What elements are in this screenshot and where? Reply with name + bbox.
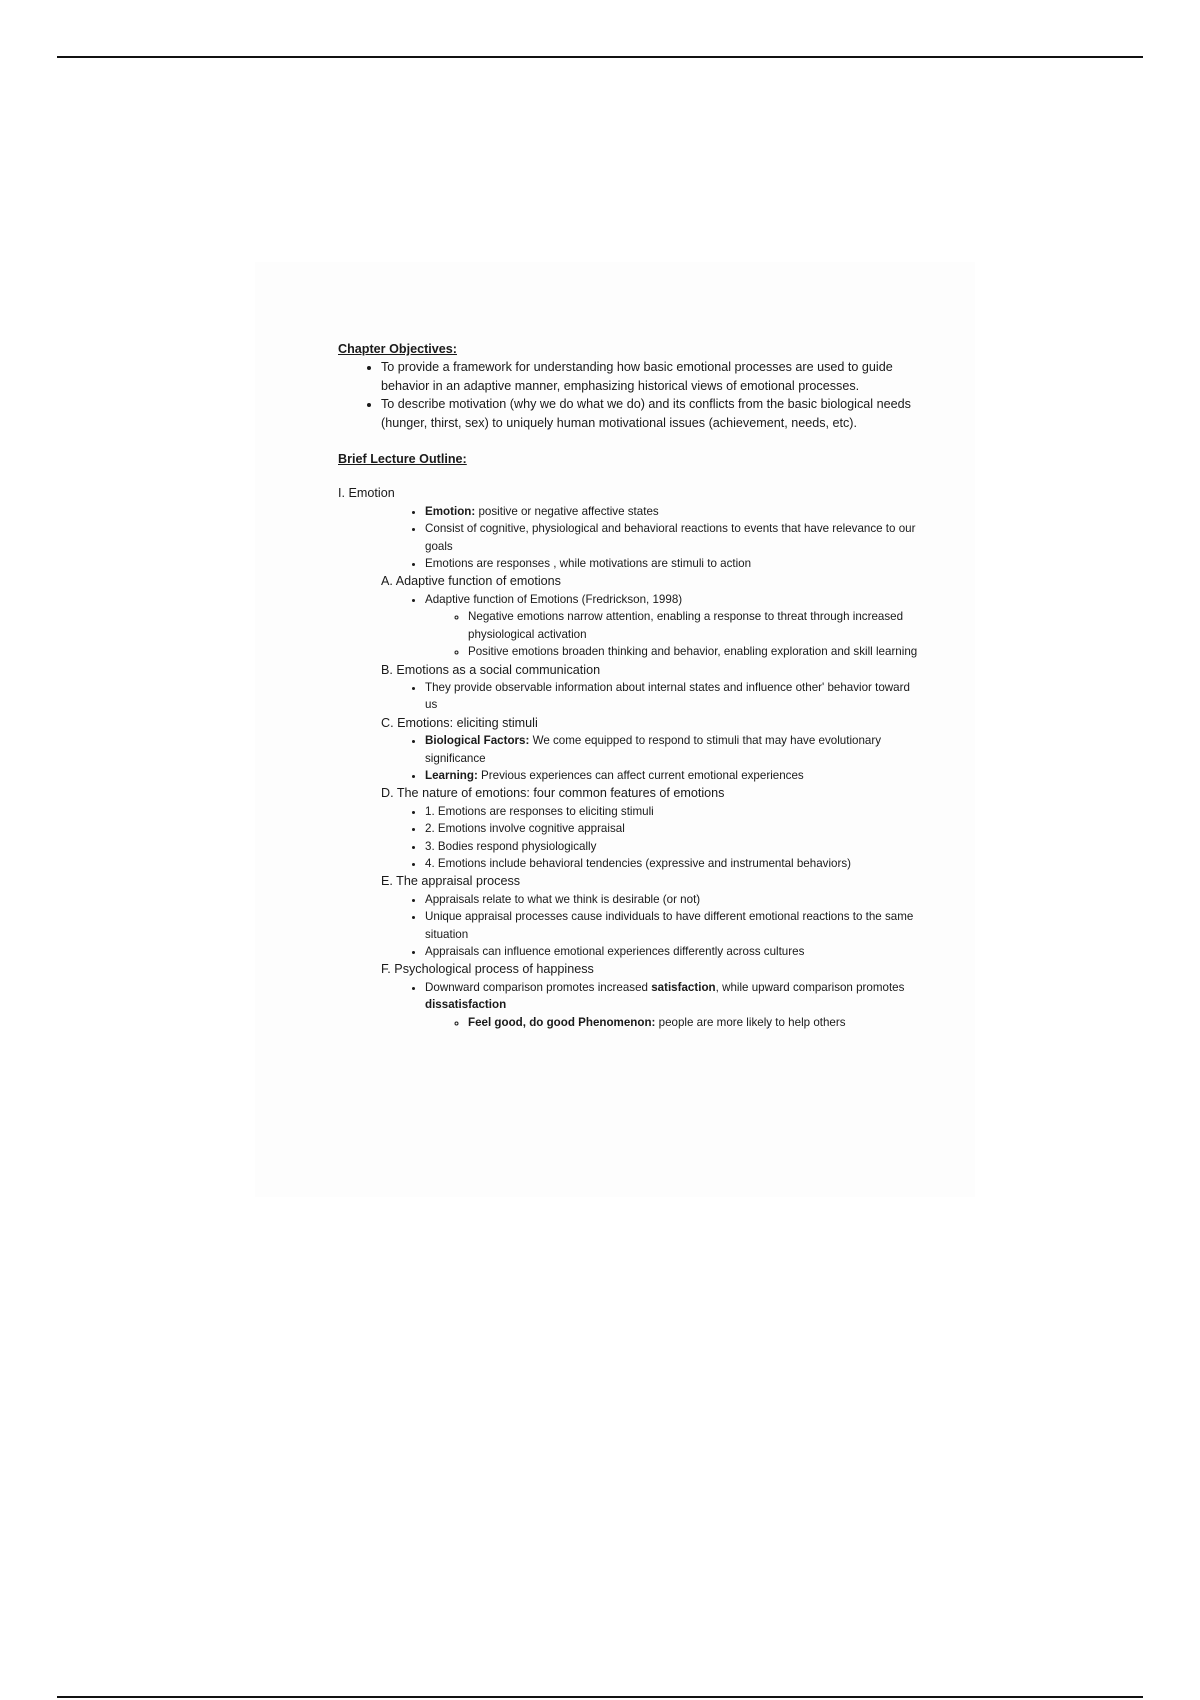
objective-item: • To provide a framework for understanding how basic emotional processes are used to guide behavior in an adaptive manner, emphasizing historical views of emotional processes. <box>381 358 918 395</box>
subsection-title: D. The nature of emotions: four common features of emotions <box>381 786 725 801</box>
subsection-title: A. Adaptive function of emotions <box>381 574 561 589</box>
document-body <box>338 340 918 1031</box>
nested-item: ◦ Negative emotions narrow attention, enabling a response to threat through increased physiological activation <box>468 608 918 643</box>
subsection-c-list <box>338 732 918 784</box>
list-item: • Unique appraisal processes cause individuals to have different emotional reactions to the same situation <box>425 908 918 943</box>
subsection-f-list <box>338 979 918 1031</box>
section-title: I. Emotion <box>338 486 395 501</box>
list-item: • Downward comparison promotes increased satisfaction, while upward comparison promotes dissatisfaction ◦ Feel good, do good Phenomenon: people are more likely to help others <box>425 979 918 1031</box>
bottom-rule <box>57 1696 1143 1698</box>
top-rule <box>57 56 1143 58</box>
list-item: • Appraisals can influence emotional experiences differently across cultures <box>425 943 918 960</box>
nested-item: ◦ Positive emotions broaden thinking and behavior, enabling exploration and skill learning <box>468 643 918 660</box>
list-item: • 1. Emotions are responses to eliciting stimuli <box>425 803 918 820</box>
subsection-a-list <box>338 591 918 661</box>
list-item: • 2. Emotions involve cognitive appraisal <box>425 820 918 837</box>
list-item: • Emotions are responses , while motivations are stimuli to action <box>425 555 918 572</box>
nested-item: ◦ Feel good, do good Phenomenon: people are more likely to help others <box>468 1014 918 1031</box>
subsection-title: C. Emotions: eliciting stimuli <box>381 715 538 730</box>
objectives-list <box>338 358 918 432</box>
outline-heading: Brief Lecture Outline: <box>338 452 467 467</box>
nested-list <box>425 608 918 660</box>
objectives-heading: Chapter Objectives: <box>338 342 457 356</box>
subsection-e-list <box>338 891 918 961</box>
list-item: • Learning: Previous experiences can affect current emotional experiences <box>425 767 918 784</box>
subsection-b-list <box>338 679 918 714</box>
list-item: • Consist of cognitive, physiological and behavioral reactions to events that have relevance to our goals <box>425 520 918 555</box>
list-item: • Adaptive function of Emotions (Fredrickson, 1998) ◦ Negative emotions narrow attention, enabling a response to threat through increased physiological activation ◦ Positive emotions broaden thinking and behavior, enabling exploration and skill learning <box>425 591 918 661</box>
term: Emotion: <box>425 504 476 518</box>
list-item: • Biological Factors: We come equipped to respond to stimuli that may have evolutionary significance <box>425 732 918 767</box>
list-item: • 4. Emotions include behavioral tendencies (expressive and instrumental behaviors) <box>425 855 918 872</box>
subsection-title: E. The appraisal process <box>381 874 521 889</box>
emotion-intro-list <box>338 503 918 573</box>
nested-list <box>425 1014 918 1031</box>
term: Feel good, do good Phenomenon: <box>468 1015 656 1029</box>
subsection-title: F. Psychological process of happiness <box>381 962 594 977</box>
list-item: • 3. Bodies respond physiologically <box>425 838 918 855</box>
list-item: • Emotion: positive or negative affective states <box>425 503 918 520</box>
objective-item: • To describe motivation (why we do what we do) and its conflicts from the basic biological needs (hunger, thirst, sex) to uniquely human motivational issues (achievement, needs, etc). <box>381 395 918 432</box>
list-item: • Appraisals relate to what we think is desirable (or not) <box>425 891 918 908</box>
term: Biological Factors: <box>425 734 530 748</box>
term: Learning: <box>425 768 478 782</box>
subsection-title: B. Emotions as a social communication <box>381 662 601 677</box>
subsection-d-list <box>338 803 918 873</box>
list-item: • They provide observable information about internal states and influence other' behavior toward us <box>425 679 918 714</box>
